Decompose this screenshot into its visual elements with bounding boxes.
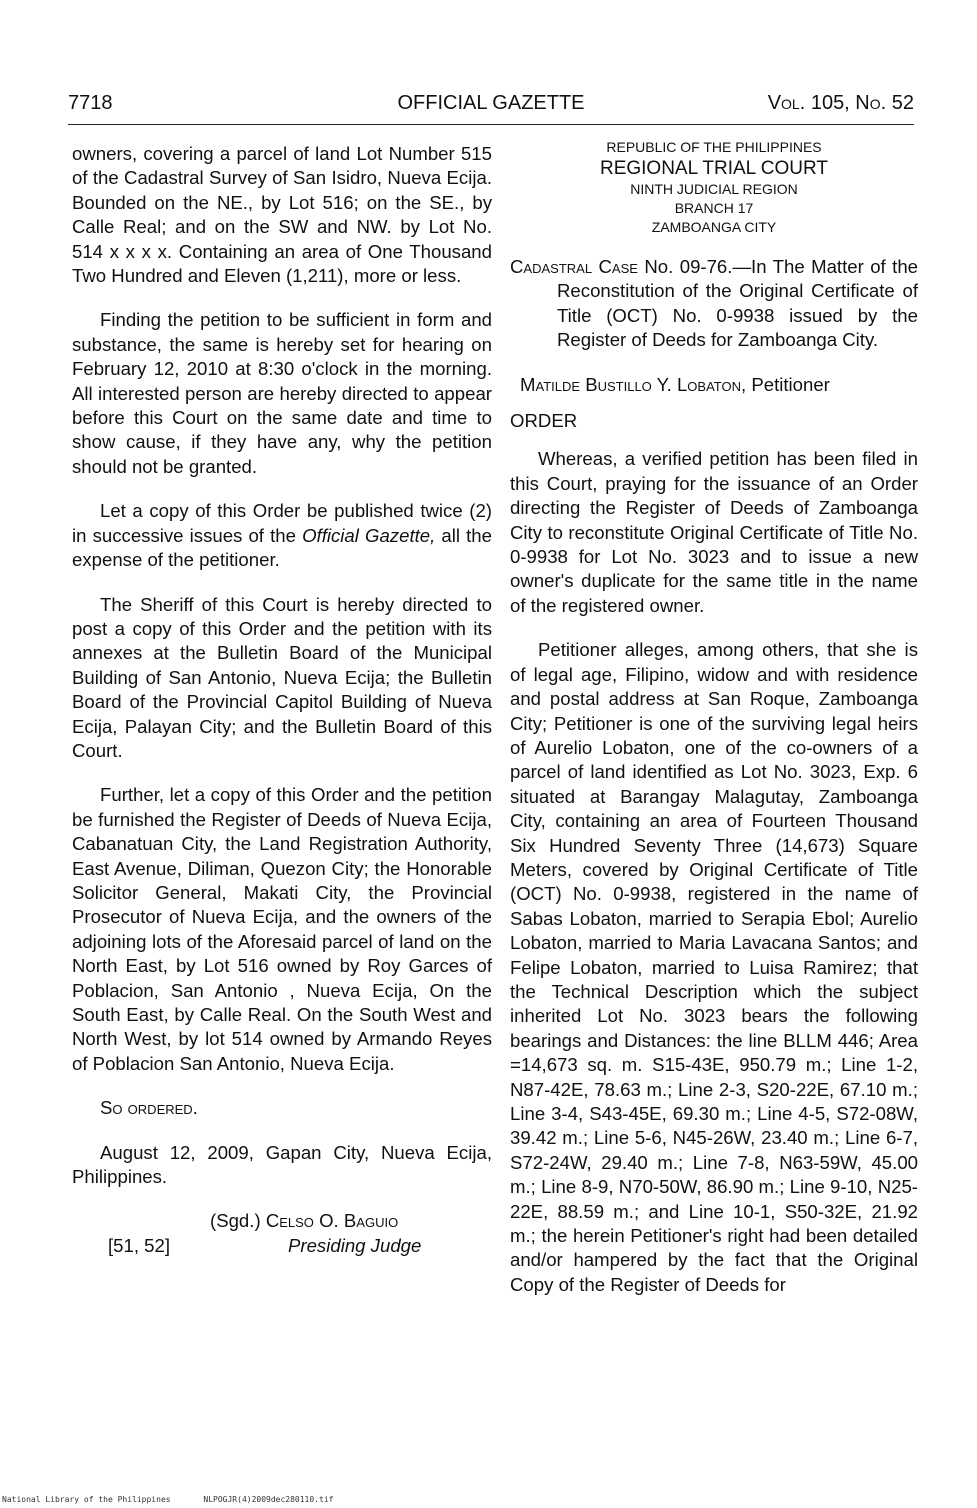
right-column — [510, 138, 918, 1317]
sgd-mark: (Sgd.) — [210, 1210, 261, 1232]
running-header — [68, 92, 914, 122]
publication-text-end: all the expense of the petitioner. — [72, 524, 492, 571]
page-number: 7718 — [68, 92, 113, 114]
court-heading — [510, 138, 918, 237]
allegations-paragraph: Petitioner alleges, among others, that she is of legal age, Filipino, widow and with residence and postal address at San Roque, Zamboanga City; Petitioner is one of the surviving legal heirs of Aurelio Lobaton, one of the co-owners of a parcel of land identified as Lot No. 3023, Exp. 6 situated at Barangay Malagutay, Zamboanga City, containing an area of Fourteen Thousand Six Hundred Seventy Three (14,673) Square Meters, covered by Original Certificate of Title (OCT) No. 0-9938, registered in the name of Sabas Lobaton, married to Serapia Ebol; Aurelio Lobaton, married to Maria Lavacana Santos; and Felipe Lobaton, married to Luisa Ramirez; that the Technical Description which the subject inherited Lot No. 3023 bears the following bearings and Distances: the line BLLM 446; Area =14,673 sq. m. S15-43E, 950.79 m.; Line 1-2, N87-42E, 78.63 m.; Line 2-3, S20-22E, 67.10 m.; Line 3-4, S43-45E, 69.30 m.; Line 4-5, S72-08W, 39.42 m.; Line 5-6, N45-26W, 23.40 m.; Line 6-7, S72-24W, 29.40 m.; Line 7-8, N63-59W, 45.00 m.; Line 8-9, N70-50W, 86.90 m.; Line 9-10, N25-22E, 88.59 m.; and Line 10-1, S50-32E, 21.92 m.; the herein Petitioner's right had been detailed and/or hampered by the fact that the Original Copy of the Register of Deeds for — [510, 639, 918, 1295]
gazette-name: Official Gazette, — [302, 524, 436, 546]
publication-title: OFFICIAL GAZETTE — [397, 92, 585, 114]
petitioner-line — [510, 373, 918, 397]
branch: BRANCH 17 — [674, 200, 754, 216]
date-place: August 12, 2009, Gapan City, Nueva Ecija, Philippines. — [72, 1141, 492, 1188]
hearing-paragraph: Finding the petition to be sufficient in form and substance, the same is hereby set for hearing on February 12, 2010 at 8:30 o'clock in the morning. All interested person are hereby directed to appear before this Court on the same date and time to show cause, if they have any, why the petition should not be granted. — [72, 309, 492, 477]
case-label: Cadastral Case — [510, 256, 638, 277]
publication-paragraph — [72, 499, 492, 572]
volume-issue: Vol. 105, No. 52 — [767, 92, 914, 114]
petitioner-name: Matilde Bustillo Y. Lobaton, — [520, 373, 747, 395]
case-caption — [510, 255, 918, 353]
order-heading: ORDER — [510, 410, 578, 432]
judge-name: Celso O. Baguio — [265, 1210, 399, 1232]
publication-text: Let a copy of this Order be published twice (2) in successive issues of the — [72, 500, 492, 546]
library-credit: National Library of the Philippines — [2, 1495, 171, 1504]
left-column — [72, 142, 492, 1259]
issue-reference: [51, 52] — [108, 1235, 171, 1257]
lot-description-paragraph: owners, covering a parcel of land Lot Number 515 of the Cadastral Survey of San Isidro, Nueva Ecija. Bounded on the NE., by Lot 516; on the SE., by Calle Real; and on the SW and NW. by Lot No. 514 x x x x. Containing an area of One Thousand Two Hundred and Eleven (1,211), more or less. — [72, 143, 492, 287]
signature-block — [72, 1209, 492, 1259]
judicial-region: NINTH JUDICIAL REGION — [630, 181, 798, 197]
sheriff-paragraph: The Sheriff of this Court is hereby directed to post a copy of this Order and the petition with its annexes at the Bulletin Board of the Municipal Building of San Antonio, Nueva Ecija; the Bulletin Board of the Provincial Capitol Building of Nueva Ecija, Palayan City; and the Bulletin Board of this Court. — [72, 593, 492, 761]
republic-line: REPUBLIC OF THE PHILIPPINES — [606, 139, 822, 155]
judge-title: Presiding Judge — [288, 1235, 422, 1257]
court-city: ZAMBOANGA CITY — [651, 219, 777, 235]
so-ordered: So ordered. — [100, 1097, 198, 1119]
whereas-paragraph: Whereas, a verified petition has been filed in this Court, praying for the issuance of an Order directing the Register of Deeds of Zamboanga City to reconstitute Original Certificate of Title No. 0-9938 for Lot No. 3023 and to issue a new owner's duplicate for the same title in the name of the registered owner. — [510, 448, 918, 616]
court-name: REGIONAL TRIAL COURT — [599, 158, 829, 179]
scan-filename: NLPOGJR(4)2009dec280110.tif — [203, 1495, 334, 1504]
petitioner-role: Petitioner — [746, 373, 830, 395]
case-text: No. 09-76.—In The Matter of the Reconstitution of the Original Certificate of Title (OCT) No. 0-9938 issued by the Register of Deeds for Zamboanga City. — [557, 256, 918, 351]
signature-line — [210, 1209, 398, 1233]
scan-footer — [2, 1495, 361, 1504]
header-rule — [68, 124, 914, 125]
furnish-paragraph: Further, let a copy of this Order and the petition be furnished the Register of Deeds of Nueva Ecija, Cabanatuan City, the Land Registration Authority, East Avenue, Diliman, Quezon City; the Honorable Solicitor General, Makati City, the Provincial Prosecutor of Nueva Ecija, and the owners of the adjoining lots of the Aforesaid parcel of land on the North East, by Lot 516 owned by Roy Garces of Poblacion, San Antonio , Nueva Ecija, On the South East, by Calle Real. On the South West and North West, by lot 514 owned by Armando Reyes of Poblacion San Antonio, Nueva Ecija. — [72, 784, 492, 1074]
